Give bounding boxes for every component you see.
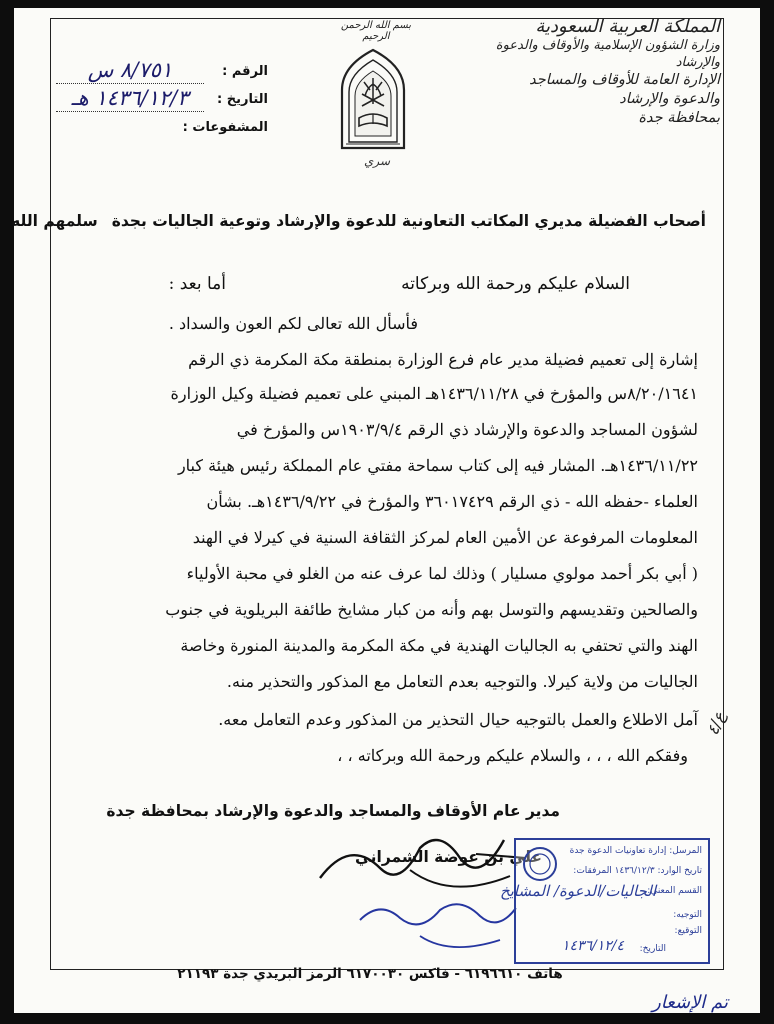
- kingdom-name: المملكة العربية السعودية: [535, 16, 720, 37]
- department-name: الإدارة العامة للأوقاف والمساجد: [529, 72, 720, 88]
- stamp-date-handwritten: ١٤٣٦/١٢/٤: [561, 938, 624, 954]
- margin-note: ع/٤: [702, 709, 729, 738]
- body-line: والصالحين وتقديسهم والتوسل بهم وأنه من كبار مشايخ طائفة البريلوية في جنوب: [165, 600, 698, 619]
- number-value: ٨/٧٥١ س: [56, 58, 204, 84]
- body-line: ٨/٢٠/١٦٤١س والمؤرخ في ١٤٣٦/١١/٢٨هـ المبني على تعميم فضيلة وكيل الوزارة: [170, 384, 698, 403]
- ministry-name: وزارة الشؤون الإسلامية والأوقاف والدعوة والإرشاد: [495, 38, 720, 70]
- date-row: [56, 86, 268, 114]
- after-greeting: أما بعد :: [168, 274, 226, 294]
- stamp-sender: المرسل: إدارة تعاونيات الدعوة جدة: [569, 846, 702, 856]
- attachments-label: المشفوعات :: [182, 120, 268, 135]
- signatory-title: مدير عام الأوقاف والمساجد والدعوة والإرشاد بمحافظة جدة: [106, 802, 560, 820]
- addressee-line: [11, 212, 706, 230]
- reference-block: [56, 58, 268, 142]
- body-line: المعلومات المرفوعة عن الأمين العام لمركز الثقافة السنية في كيرلا في الهند: [192, 528, 698, 547]
- body-line: ١٤٣٦/١١/٢٢هـ. المشار فيه إلى كتاب سماحة مفتي عام المملكة رئيس هيئة كبار: [177, 456, 698, 475]
- attachments-row: [56, 114, 268, 142]
- governorate-name: بمحافظة جدة: [638, 110, 720, 126]
- stamp-section-label: القسم المعني:: [647, 886, 702, 896]
- body-line: الجاليات من ولاية كيرلا. والتوجيه بعدم التعامل مع المذكور والتحذير منه.: [226, 672, 698, 691]
- closing-salutation: وفقكم الله ، ، ، والسلام عليكم ورحمة الله وبركاته ، ،: [337, 746, 688, 765]
- number-label: الرقم :: [222, 64, 268, 79]
- stamp-signature-label: التوقيع:: [674, 926, 702, 936]
- blessing-line: فأسأل الله تعالى لكم العون والسداد .: [168, 314, 418, 333]
- ministry-emblem-icon: [334, 44, 412, 150]
- footer-contact: هاتف ٦١٩٦٦١٠ - فاكس ٦١٧٠٠٣٠ الرمز البريدي جدة ٢١١٩٣: [177, 966, 563, 982]
- addressee-closing: سلمهم الله: [11, 212, 98, 230]
- handwritten-annotation-icon: [350, 890, 520, 960]
- stamp-arrival-date: تاريخ الوارد: ١٤٣٦/١٢/٣ المرفقات:: [573, 866, 702, 876]
- letterhead: [490, 16, 720, 128]
- incoming-stamp: [499, 838, 710, 964]
- body-line: إشارة إلى تعميم فضيلة مدير عام فرع الوزارة بمنطقة مكة المكرمة ذي الرقم: [188, 350, 698, 369]
- classification-note: سري: [363, 154, 391, 168]
- dawah-name: والدعوة والإرشاد: [619, 91, 720, 107]
- addressee-text: أصحاب الفضيلة مديري المكاتب التعاونية للدعوة والإرشاد وتوعية الجاليات بجدة: [111, 212, 706, 230]
- basmala: بسم الله الرحمن الرحيم: [340, 20, 412, 42]
- bottom-handwritten-note: تم الإشعار: [652, 992, 728, 1013]
- stamp-seal-icon: [520, 844, 560, 884]
- stamp-date-label: التاريخ:: [639, 944, 666, 954]
- signatory-name: علي بن عوضة الشمراني: [355, 848, 542, 866]
- stamp-directive-label: التوجيه:: [673, 910, 702, 920]
- stamp-section-handwritten: الجاليات/الدعوة/ المشايخ: [499, 882, 656, 900]
- body-line: ( أبي بكر أحمد مولوي مسليار ) وذلك لما عرف عنه من الغلو في محبة الأولياء: [186, 564, 698, 583]
- body-line: الهند والتي تحتفي به الجاليات الهندية في مكة المكرمة والمدينة المنورة وخاصة: [180, 636, 698, 655]
- greeting: السلام عليكم ورحمة الله وبركاته: [401, 274, 630, 294]
- number-row: [56, 58, 268, 86]
- closing-request-line: آمل الاطلاع والعمل بالتوجيه حيال التحذير من المذكور وعدم التعامل معه.: [218, 710, 698, 729]
- body-line: العلماء -حفظه الله - ذي الرقم ٣٦٠١٧٤٢٩ والمؤرخ في ١٤٣٦/٩/٢٢هـ. بشأن: [206, 492, 698, 511]
- date-label: التاريخ :: [217, 92, 268, 107]
- date-value: ١٤٣٦/١٢/٣ هـ: [56, 86, 204, 112]
- body-line: لشؤون المساجد والدعوة والإرشاد ذي الرقم ١٩٠٣/٩/٤س والمؤرخ في: [236, 420, 698, 439]
